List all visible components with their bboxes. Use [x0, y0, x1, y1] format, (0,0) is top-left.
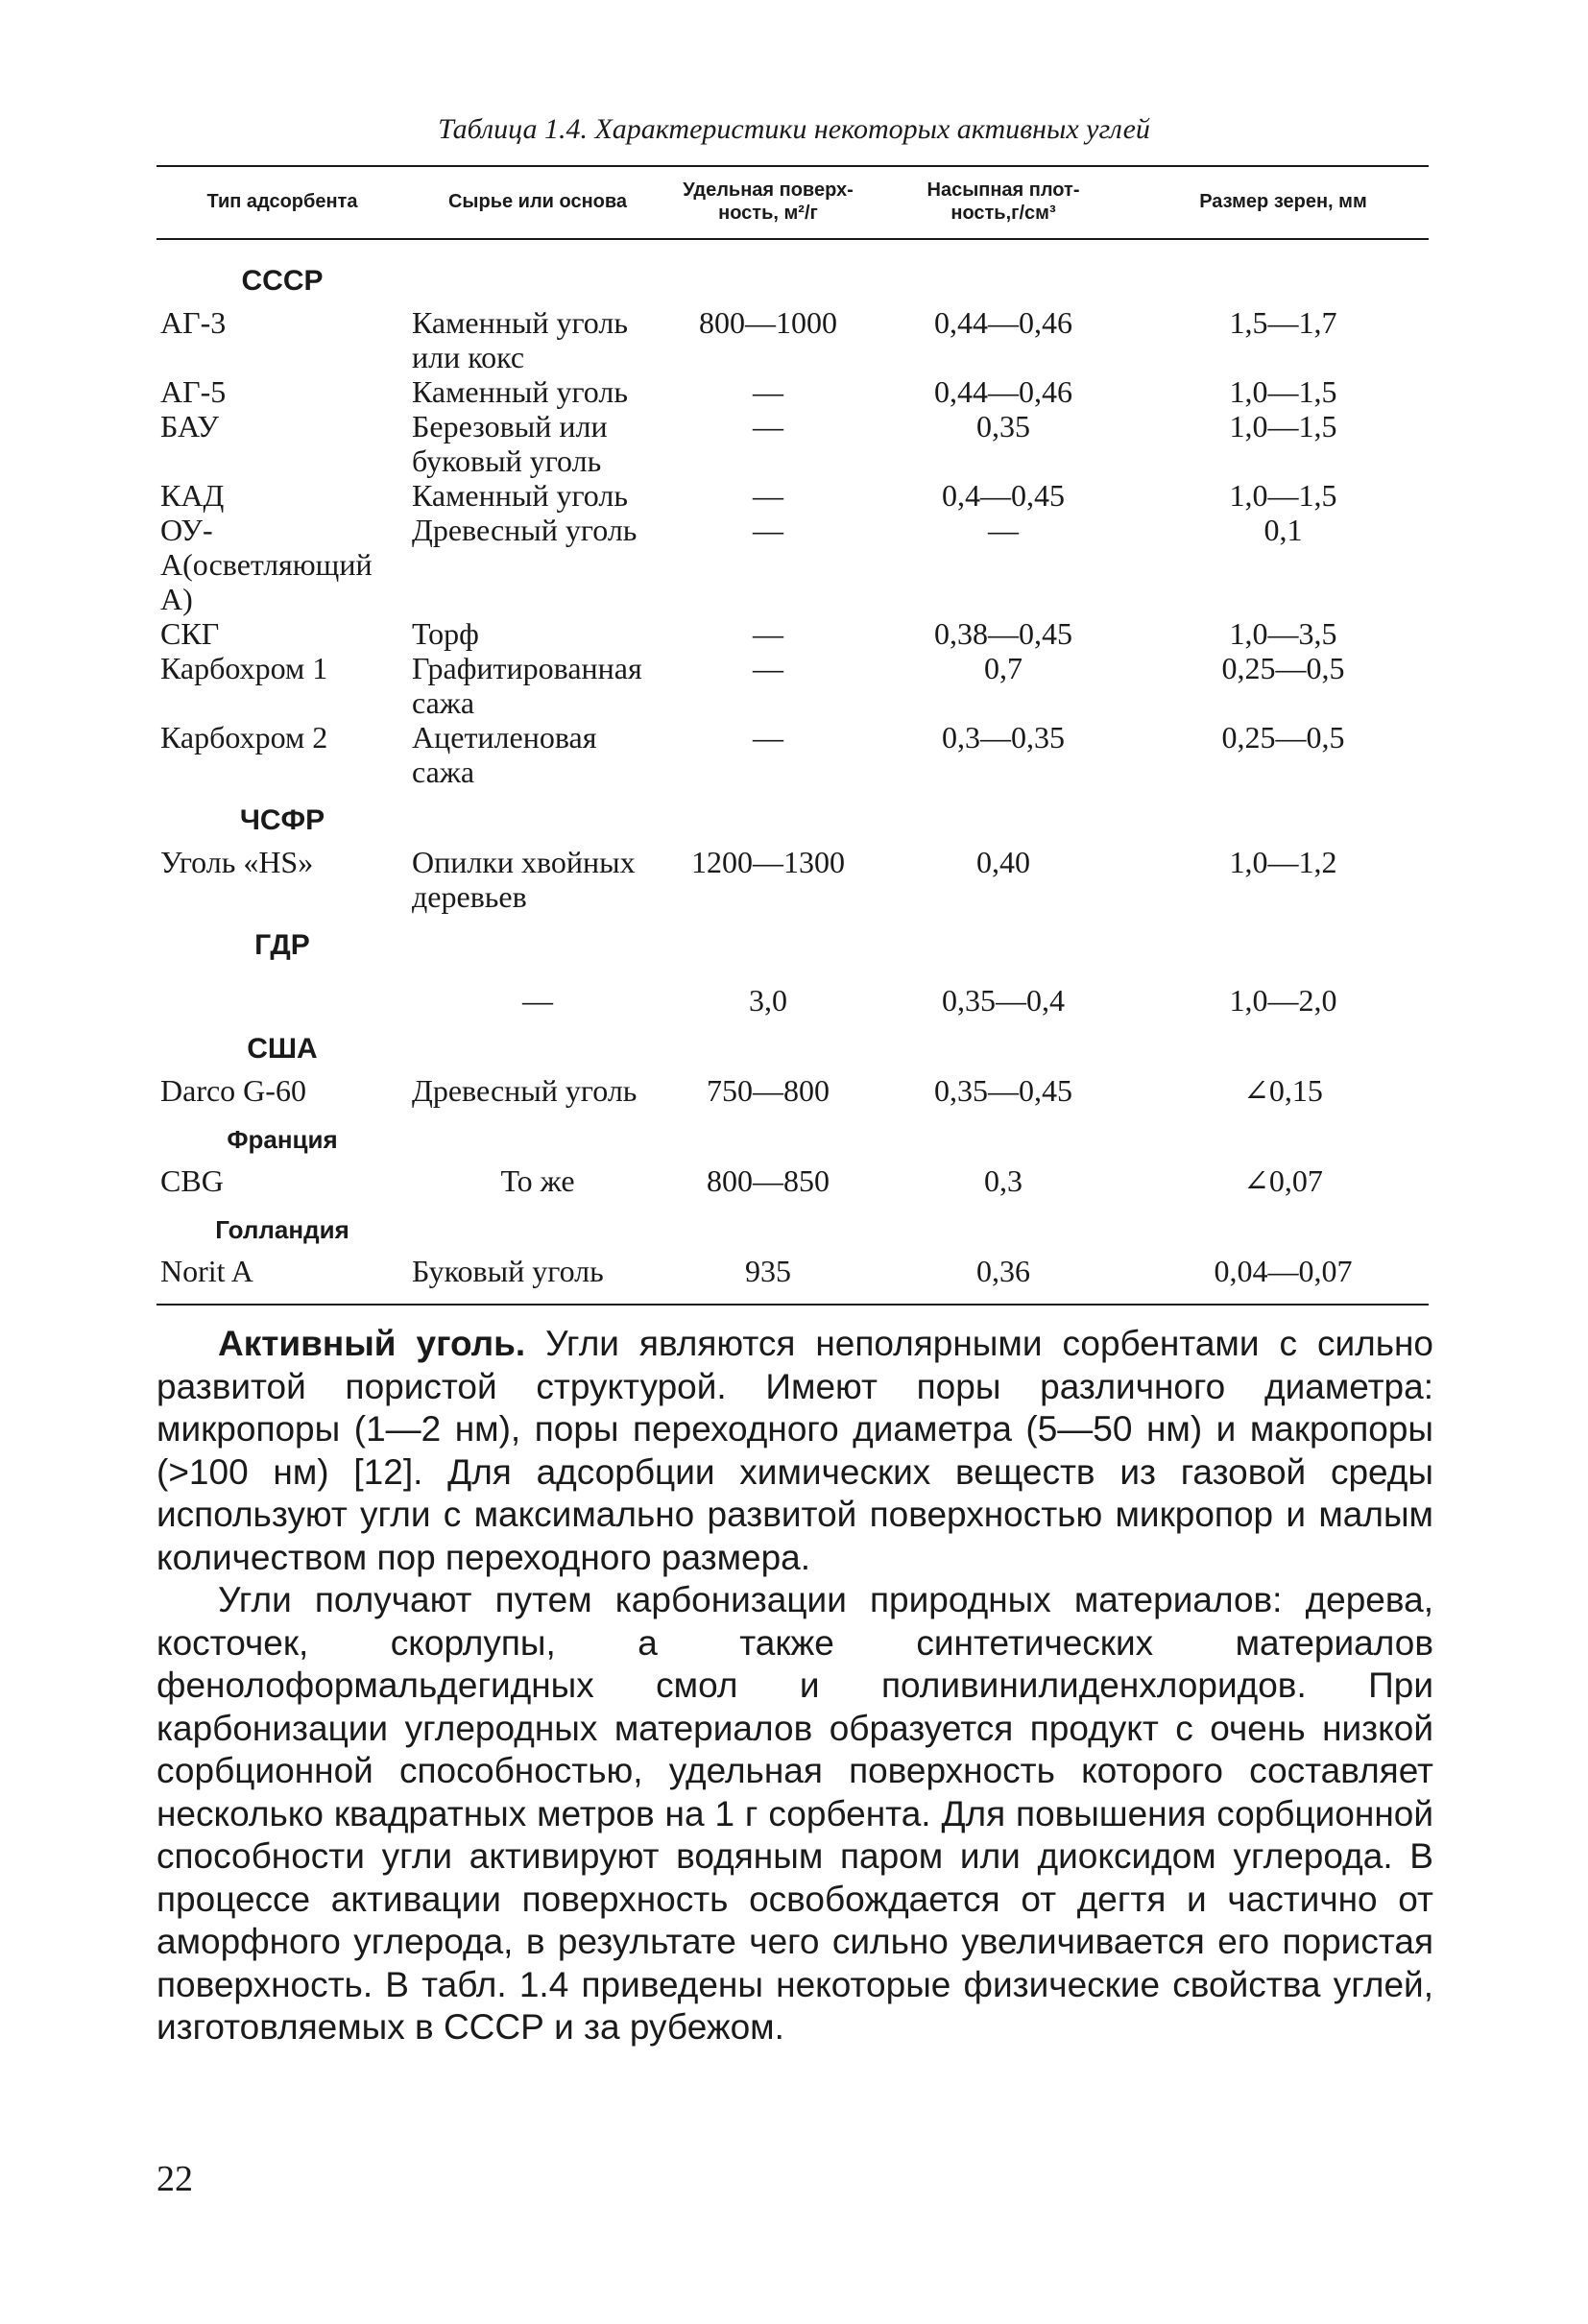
paragraph-body: Угли являются неполярными сорбентами с сильно развитой пористой структурой. Имеют поры различного диаметра: микропоры (1—2 нм), поры переходного диаметра (5—50 нм) и макропоры (>100 нм) [12]. Для адсорбции химических веществ из газовой среды используют угли с максимально развитой поверхностью микропор и малым количеством пор переходного размера.	[156, 1324, 1433, 1577]
table-row: АГ-5 Каменный уголь — 0,44—0,46 1,0—1,5	[160, 374, 1337, 409]
paragraph-lead: Активный уголь.	[218, 1324, 526, 1363]
header-density: Насыпная плот- ность,г/см³	[926, 180, 1080, 224]
table-row: Norit A Буковый уголь 935 0,36 0,04—0,07	[156, 1254, 1429, 1305]
paragraph: Угли получают путем карбонизации природных материалов: дерева, косточек, скорлупы, а также синтетических материалов фенолоформальдегидных смол и поливинилиденхлоридов. При карбонизации углеродных материалов образуется продукт с очень низкой сорбционной способностью, удельная поверхность которого составляет несколько квадратных метров на 1 г сорбента. Для повышения сорбционной способности угли активируют водяным паром или диоксидом углерода. В процессе активации поверхность освобождается от дегтя и частично от аморфного углерода, в результате чего сильно увеличивается его пористая поверхность. В табл. 1.4 приведены некоторые физические свойства углей, изготовляемых в СССР и за рубежом.	[156, 1580, 1433, 2047]
table-row: Карбохром 2 Ацетиленовая сажа — 0,3—0,35 0,25—0,5	[160, 720, 1345, 789]
table-row: Карбохром 1 Графитированная сажа — 0,7 0,25—0,5	[160, 651, 1345, 720]
table-row: БАУ Березовый или буковый уголь — 0,35 1,0—1,5	[160, 409, 1337, 478]
table-row: Уголь «HS» Опилки хвойных деревьев 1200—1300 0,40 1,0—1,2	[160, 845, 1337, 914]
header-base: Сырье или основа	[447, 191, 628, 212]
header-grain: Размер зерен, мм	[1199, 191, 1367, 212]
carbon-table	[156, 165, 1429, 1306]
table-row: CBG То же 800—850 0,3 ∠0,07	[160, 1163, 1323, 1198]
table-row: КАД Каменный уголь — 0,4—0,45 1,0—1,5	[160, 478, 1337, 513]
header-type: Тип адсорбента	[206, 191, 358, 212]
table-row: Darco G-60 Древесный уголь 750—800 0,35—0,45 ∠0,15	[160, 1073, 1323, 1108]
country-row: ЧСФР	[239, 804, 325, 836]
table-row: — 3,0 0,35—0,4 1,0—2,0	[522, 983, 1337, 1018]
table-row: АГ-3 Каменный уголь или кокс 800—1000 0,44—0,46 1,5—1,7	[160, 305, 1337, 374]
paragraph	[156, 1323, 1433, 1579]
country-row: ГДР	[254, 929, 310, 961]
country-row: СССР	[241, 265, 324, 297]
country-row: Франция	[227, 1125, 338, 1154]
table-row: СКГ Торф — 0,38—0,45 1,0—3,5	[160, 616, 1337, 651]
country-row: Голландия	[215, 1215, 349, 1244]
header-surface: Удельная поверх- ность, м²/г	[683, 180, 854, 224]
page-number: 22	[156, 2159, 193, 2199]
country-row: США	[247, 1033, 318, 1065]
body-text	[156, 1323, 1433, 2049]
table-caption: Таблица 1.4. Характеристики некоторых активных углей	[438, 113, 1150, 145]
table-row: ОУ-А(осветляющий А) Древесный уголь — — 0,1	[160, 513, 1303, 616]
